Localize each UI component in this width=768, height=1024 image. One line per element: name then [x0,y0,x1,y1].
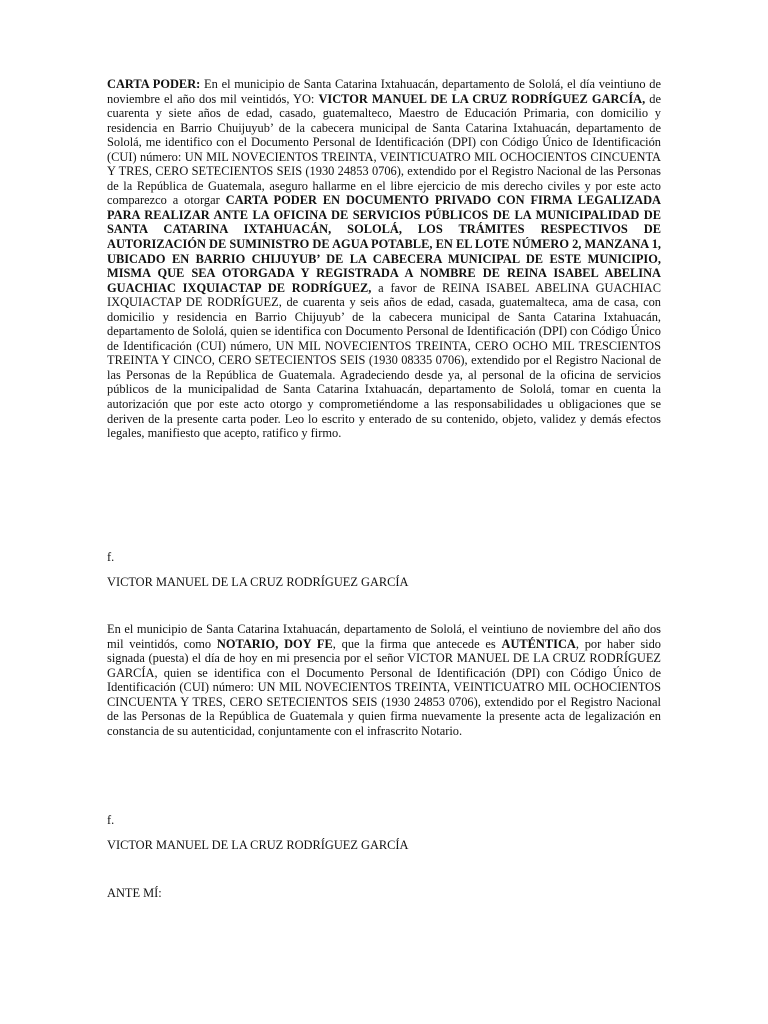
power-of-attorney-paragraph [107,77,661,441]
autentica-label: AUTÉNTICA [501,636,576,651]
ante-mi-label: ANTE MÍ: [107,886,162,900]
paragraph-text: En el municipio de Santa Catarina Ixtahuacán, departamento de Sololá, el día veintiuno de noviembre el año dos mil veintidós, YO: [107,77,661,106]
notary-legalization-paragraph [107,622,661,738]
signatory-name: VICTOR MANUEL DE LA CRUZ RODRÍGUEZ GARCÍA [107,838,409,852]
paragraph-text: de cuarenta y siete años de edad, casado, guatemalteco, Maestro de Educación Primaria, con domicilio y residencia en Barrio Chuijuyub’ de la cabecera municipal de Santa Catarina Ixtahuacán, departamento de Sololá, me identifico con el Documento Personal de Identificación (DPI) con Código Único de Identificación (CUI) número: UN MIL NOVECIENTOS TREINTA, VEINTICUATRO MIL OCHOCIENTOS CINCUENTA Y TRES, CERO SETECIENTOS SEIS (1930 24853 0706), extendido por el Registro Nacional de las Personas de la República de Guatemala, aseguro hallarme en el libre ejercicio de mis derecho civiles y por este acto comparezco a otorgar [107,91,661,208]
notary-doy-fe: NOTARIO, DOY FE [216,636,333,651]
signatory-name: VICTOR MANUEL DE LA CRUZ RODRÍGUEZ GARCÍA [107,575,409,589]
grantor-name: VICTOR MANUEL DE LA CRUZ RODRÍGUEZ GARCÍA, [318,91,646,106]
signature-mark: f. [107,550,115,564]
document-page [107,77,661,900]
paragraph-text: , que la firma que antecede es [332,636,502,651]
carta-poder-heading: CARTA PODER: [107,77,201,91]
paragraph-text: En el municipio de Santa Catarina Ixtahuacán, departamento de Sololá, el veintiuno de noviembre del año dos mil veintidós, como [107,622,661,651]
paragraph-text: a favor de REINA ISABEL ABELINA GUACHIAC IXQUIACTAP DE RODRÍGUEZ, de cuarenta y seis años de edad, casada, guatemalteca, ama de casa, con domicilio y residencia en Barrio Chijuyub’ de la cabecera municipal de Santa Catarina Ixtahuacán, departamento de Sololá, quien se identifica con Documento Personal de Identificación (DPI) con Código Único de Identificación (CUI) número, UN MIL NOVECIENTOS TREINTA, CERO OCHO MIL TRESCIENTOS TREINTA Y CINCO, CERO SETECIENTOS SEIS (1930 08335 0706), extendido por el Registro Nacional de las Personas de la República de Guatemala. Agradeciendo desde ya, al personal de la oficina de servicios públicos de la municipalidad de Santa Catarina Ixtahuacán, departamento de Sololá, tomar en cuenta la autorización que por este acto otorgo y comprometiéndome a las responsabilidades u obligaciones que se deriven de la presente carta poder. Leo lo escrito y enterado de su contenido, objeto, validez y demás efectos legales, manifiesto que acepto, ratifico y firmo. [107,280,661,441]
power-scope-text: CARTA PODER EN DOCUMENTO PRIVADO CON FIRMA LEGALIZADA PARA REALIZAR ANTE LA OFICINA DE SERVICIOS PÚBLICOS DE LA MUNICIPALIDAD DE SANTA CATARINA IXTAHUACÁN, SOLOLÁ, LOS TRÁMITES RESPECTIVOS DE AUTORIZACIÓN DE SUMINISTRO DE AGUA POTABLE, EN EL LOTE NÚMERO 2, MANZANA 1, UBICADO EN BARRIO CHIJUYUB’ DE LA CABECERA MUNICIPAL DE ESTE MUNICIPIO, MISMA QUE SEA OTORGADA Y REGISTRADA A NOMBRE DE REINA ISABEL ABELINA GUACHIAC IXQUIACTAP DE RODRÍGUEZ, [107,193,661,295]
paragraph-text: , por haber sido signada (puesta) el día de hoy en mi presencia por el señor VICTOR MANUEL DE LA CRUZ RODRÍGUEZ GARCÍA, quien se identifica con el Documento Personal de Identificación (DPI) con Código Único de Identificación (CUI) número: UN MIL NOVECIENTOS TREINTA, VEINTICUATRO MIL OCHOCIENTOS CINCUENTA Y TRES, CERO SETECIENTOS SEIS (1930 24853 0706), extendido por el Registro Nacional de las Personas de la República de Guatemala y quien firma nuevamente la presente acta de legalización en constancia de su autenticidad, conjuntamente con el infrascrito Notario. [107,636,661,738]
signature-mark: f. [107,813,115,827]
